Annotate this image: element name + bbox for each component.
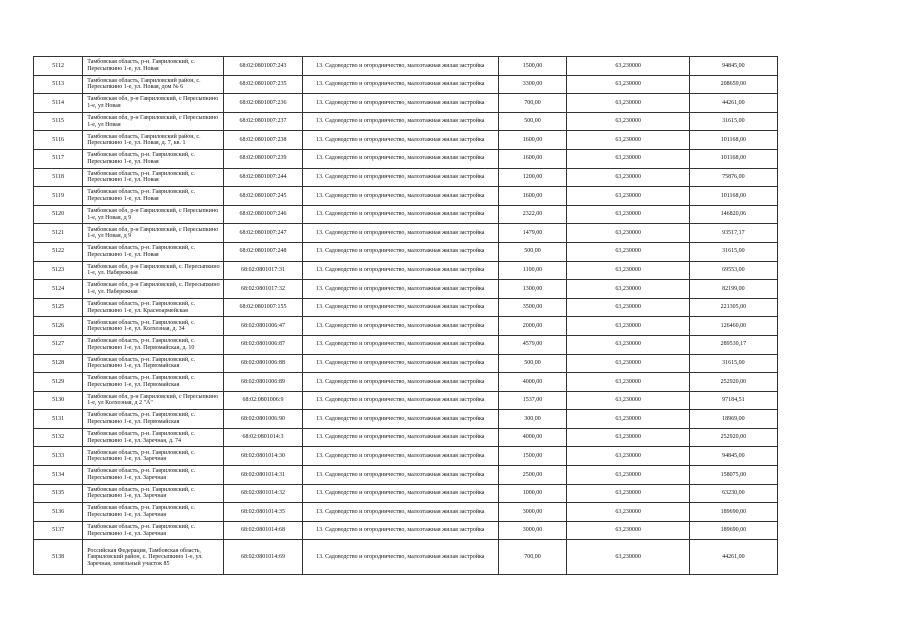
address-cell: Тамбовская область, р-н. Гавриловский, с. Пересыпкино 1-е, ул. Колхозная, д. 34: [83, 317, 224, 336]
address-cell: Тамбовская обл, р-н Гавриловский, с Пересыпкино 1-е, ул Новая: [83, 112, 224, 131]
area-cell: 1100,00: [498, 261, 567, 280]
area-cell: 700,00: [498, 540, 567, 575]
cadastral-value-table: [33, 56, 778, 575]
row-number-cell: 5118: [34, 168, 83, 187]
cadastral-number-cell: 68:02:0801014:35: [223, 503, 302, 522]
cadastral-value-cell: 63230,00: [689, 484, 777, 503]
row-number-cell: 5136: [34, 503, 83, 522]
area-cell: 3000,00: [498, 521, 567, 540]
land-use-cell: 13. Садоводство и огородничество, малоэтажная жилая застройка: [302, 131, 498, 150]
specific-value-cell: 63,230000: [567, 335, 689, 354]
table-row: [34, 242, 778, 261]
land-use-cell: 13. Садоводство и огородничество, малоэтажная жилая застройка: [302, 168, 498, 187]
land-use-cell: 13. Садоводство и огородничество, малоэтажная жилая застройка: [302, 112, 498, 131]
cadastral-number-cell: 68:02:0801014:3: [223, 428, 302, 447]
land-use-cell: 13. Садоводство и огородничество, малоэтажная жилая застройка: [302, 521, 498, 540]
area-cell: 1300,00: [498, 280, 567, 299]
cadastral-number-cell: 68:02:0801007:236: [223, 94, 302, 113]
area-cell: 1200,00: [498, 168, 567, 187]
cadastral-value-cell: 252920,00: [689, 428, 777, 447]
specific-value-cell: 63,230000: [567, 187, 689, 206]
row-number-cell: 5122: [34, 242, 83, 261]
land-use-cell: 13. Садоводство и огородничество, малоэтажная жилая застройка: [302, 261, 498, 280]
land-use-cell: 13. Садоводство и огородничество, малоэтажная жилая застройка: [302, 373, 498, 392]
cadastral-number-cell: 68:02:0801007:244: [223, 168, 302, 187]
area-cell: 1479,00: [498, 224, 567, 243]
specific-value-cell: 63,230000: [567, 112, 689, 131]
table-row: [34, 447, 778, 466]
cadastral-value-cell: 221305,00: [689, 298, 777, 317]
area-cell: 500,00: [498, 112, 567, 131]
land-use-cell: 13. Садоводство и огородничество, малоэтажная жилая застройка: [302, 391, 498, 410]
table-row: [34, 75, 778, 94]
address-cell: Тамбовская область, р-н. Гавриловский, с. Пересыпкино 1-е, ул. Новая: [83, 57, 224, 76]
cadastral-value-cell: 93517,17: [689, 224, 777, 243]
address-cell: Тамбовская область, р-н. Гавриловский, с. Пересыпкино 1-е, ул. Заречная: [83, 484, 224, 503]
specific-value-cell: 63,230000: [567, 503, 689, 522]
table-row: [34, 466, 778, 485]
specific-value-cell: 63,230000: [567, 280, 689, 299]
row-number-cell: 5128: [34, 354, 83, 373]
cadastral-number-cell: 68:02:0801006:87: [223, 335, 302, 354]
row-number-cell: 5127: [34, 335, 83, 354]
table-row: [34, 410, 778, 429]
land-use-cell: 13. Садоводство и огородничество, малоэтажная жилая застройка: [302, 335, 498, 354]
row-number-cell: 5112: [34, 57, 83, 76]
area-cell: 700,00: [498, 94, 567, 113]
cadastral-number-cell: 68:02:0801017:32: [223, 280, 302, 299]
address-cell: Тамбовская область, Гавриловский район, с. Пересыпкино 1-е, ул. Новая, д. 7, кв. 1: [83, 131, 224, 150]
specific-value-cell: 63,230000: [567, 149, 689, 168]
cadastral-value-cell: 97184,51: [689, 391, 777, 410]
cadastral-number-cell: 68:02:0801007:239: [223, 149, 302, 168]
row-number-cell: 5117: [34, 149, 83, 168]
specific-value-cell: 63,230000: [567, 94, 689, 113]
specific-value-cell: 63,230000: [567, 447, 689, 466]
cadastral-number-cell: 68:02:0801006:47: [223, 317, 302, 336]
land-use-cell: 13. Садоводство и огородничество, малоэтажная жилая застройка: [302, 428, 498, 447]
row-number-cell: 5123: [34, 261, 83, 280]
area-cell: 4000,00: [498, 373, 567, 392]
area-cell: 4579,00: [498, 335, 567, 354]
cadastral-value-cell: 158075,00: [689, 466, 777, 485]
address-cell: Тамбовская область, р-н. Гавриловский, с. Пересыпкино 1-е, ул. Первомайская: [83, 373, 224, 392]
row-number-cell: 5120: [34, 205, 83, 224]
row-number-cell: 5132: [34, 428, 83, 447]
row-number-cell: 5137: [34, 521, 83, 540]
cadastral-value-cell: 44261,00: [689, 94, 777, 113]
cadastral-value-cell: 101168,00: [689, 149, 777, 168]
address-cell: Тамбовская область, р-н. Гавриловский, с. Пересыпкино 1-е, ул. Заречная: [83, 447, 224, 466]
address-cell: Тамбовская обл, р-н Гавриловский, с Пересыпкино 1-е, ул Новая, д 9: [83, 205, 224, 224]
specific-value-cell: 63,230000: [567, 224, 689, 243]
table-row: [34, 391, 778, 410]
area-cell: 1537,00: [498, 391, 567, 410]
address-cell: Тамбовская область, р-н. Гавриловский, с. Пересыпкино 1-е, ул. Заречная: [83, 503, 224, 522]
address-cell: Тамбовская обл, р-н Гавриловский, с Пересыпкино 1-е, ул Новая, д 9: [83, 224, 224, 243]
address-cell: Тамбовская область, р-н. Гавриловский, с. Пересыпкино 1-е, ул. Заречная, д. 74: [83, 428, 224, 447]
cadastral-number-cell: 68:02:0801006:9: [223, 391, 302, 410]
land-use-cell: 13. Садоводство и огородничество, малоэтажная жилая застройка: [302, 75, 498, 94]
table-body: [34, 57, 778, 575]
specific-value-cell: 63,230000: [567, 205, 689, 224]
cadastral-number-cell: 68:02:0801017:31: [223, 261, 302, 280]
address-cell: Тамбовская область, р-н. Гавриловский, с. Пересыпкино 1-е, ул. Первомайская: [83, 410, 224, 429]
land-use-cell: 13. Садоводство и огородничество, малоэтажная жилая застройка: [302, 484, 498, 503]
cadastral-number-cell: 68:02:0801014:31: [223, 466, 302, 485]
area-cell: 4000,00: [498, 428, 567, 447]
land-use-cell: 13. Садоводство и огородничество, малоэтажная жилая застройка: [302, 410, 498, 429]
address-cell: Тамбовская область, р-н. Гавриловский, с. Пересыпкино 1-е, ул. Новая: [83, 149, 224, 168]
cadastral-value-cell: 82199,00: [689, 280, 777, 299]
table-row: [34, 503, 778, 522]
table-row: [34, 94, 778, 113]
table-row: [34, 261, 778, 280]
land-use-cell: 13. Садоводство и огородничество, малоэтажная жилая застройка: [302, 242, 498, 261]
cadastral-value-cell: 75876,00: [689, 168, 777, 187]
land-use-cell: 13. Садоводство и огородничество, малоэтажная жилая застройка: [302, 447, 498, 466]
cadastral-number-cell: 68:02:0801007:237: [223, 112, 302, 131]
row-number-cell: 5116: [34, 131, 83, 150]
area-cell: 1600,00: [498, 187, 567, 206]
specific-value-cell: 63,230000: [567, 354, 689, 373]
cadastral-value-cell: 189690,00: [689, 503, 777, 522]
table-row: [34, 57, 778, 76]
cadastral-value-cell: 44261,00: [689, 540, 777, 575]
area-cell: 2500,00: [498, 466, 567, 485]
specific-value-cell: 63,230000: [567, 57, 689, 76]
table-row: [34, 354, 778, 373]
address-cell: Тамбовская область, р-н. Гавриловский, с. Пересыпкино 1-е, ул. Новая: [83, 168, 224, 187]
row-number-cell: 5115: [34, 112, 83, 131]
specific-value-cell: 63,230000: [567, 242, 689, 261]
address-cell: Тамбовская область, р-н. Гавриловский, с. Пересыпкино 1-е, ул. Заречная: [83, 466, 224, 485]
cadastral-number-cell: 68:02:0801007:245: [223, 187, 302, 206]
cadastral-value-cell: 126460,00: [689, 317, 777, 336]
specific-value-cell: 63,230000: [567, 410, 689, 429]
address-cell: Тамбовская область, р-н. Гавриловский, с. Пересыпкино 1-е, ул. Красноармейская: [83, 298, 224, 317]
area-cell: 1000,00: [498, 484, 567, 503]
area-cell: 3000,00: [498, 503, 567, 522]
row-number-cell: 5119: [34, 187, 83, 206]
area-cell: 1600,00: [498, 131, 567, 150]
area-cell: 1500,00: [498, 57, 567, 76]
specific-value-cell: 63,230000: [567, 428, 689, 447]
area-cell: 500,00: [498, 242, 567, 261]
specific-value-cell: 63,230000: [567, 466, 689, 485]
table-row: [34, 521, 778, 540]
cadastral-number-cell: 68:02:0801006:89: [223, 373, 302, 392]
cadastral-number-cell: 68:02:0801006:88: [223, 354, 302, 373]
table-row: [34, 298, 778, 317]
address-cell: Тамбовская обл, р-н Гавриловский, с Пересыпкино 1-е, ул Колхозная, д 2 "А": [83, 391, 224, 410]
area-cell: 500,00: [498, 354, 567, 373]
cadastral-number-cell: 68:02:0801014:32: [223, 484, 302, 503]
land-use-cell: 13. Садоводство и огородничество, малоэтажная жилая застройка: [302, 280, 498, 299]
cadastral-value-cell: 31615,00: [689, 354, 777, 373]
land-use-cell: 13. Садоводство и огородничество, малоэтажная жилая застройка: [302, 224, 498, 243]
cadastral-value-cell: 146820,06: [689, 205, 777, 224]
row-number-cell: 5130: [34, 391, 83, 410]
land-use-cell: 13. Садоводство и огородничество, малоэтажная жилая застройка: [302, 187, 498, 206]
specific-value-cell: 63,230000: [567, 391, 689, 410]
address-cell: Тамбовская область, Гавриловский район, с. Пересыпкино 1-е, ул. Новая, дом № 6: [83, 75, 224, 94]
cadastral-number-cell: 68:02:0801007:235: [223, 75, 302, 94]
row-number-cell: 5113: [34, 75, 83, 94]
cadastral-value-cell: 94845,00: [689, 447, 777, 466]
specific-value-cell: 63,230000: [567, 168, 689, 187]
address-cell: Тамбовская область, р-н. Гавриловский, с. Пересыпкино 1-е, ул. Новая: [83, 242, 224, 261]
land-use-cell: 13. Садоводство и огородничество, малоэтажная жилая застройка: [302, 205, 498, 224]
row-number-cell: 5138: [34, 540, 83, 575]
specific-value-cell: 63,230000: [567, 298, 689, 317]
table-row: [34, 205, 778, 224]
cadastral-number-cell: 68:02:0801007:243: [223, 57, 302, 76]
table-row: [34, 428, 778, 447]
cadastral-number-cell: 68:02:0801014:68: [223, 521, 302, 540]
land-use-cell: 13. Садоводство и огородничество, малоэтажная жилая застройка: [302, 298, 498, 317]
row-number-cell: 5125: [34, 298, 83, 317]
row-number-cell: 5135: [34, 484, 83, 503]
cadastral-number-cell: 68:02:0801014:30: [223, 447, 302, 466]
address-cell: Тамбовская область, р-н. Гавриловский, с. Пересыпкино 1-е, ул. Первомайская, д. 10: [83, 335, 224, 354]
cadastral-number-cell: 68:02:0801007:247: [223, 224, 302, 243]
cadastral-number-cell: 68:02:0801007:246: [223, 205, 302, 224]
area-cell: 1500,00: [498, 447, 567, 466]
table-row: [34, 131, 778, 150]
address-cell: Тамбовская область, р-н. Гавриловский, с. Пересыпкино 1-е, ул. Заречная: [83, 521, 224, 540]
area-cell: 3500,00: [498, 298, 567, 317]
row-number-cell: 5124: [34, 280, 83, 299]
land-use-cell: 13. Садоводство и огородничество, малоэтажная жилая застройка: [302, 503, 498, 522]
cadastral-number-cell: 68:02:0801007:155: [223, 298, 302, 317]
address-cell: Тамбовская обл, р-н Гавриловский, с. Пересыпкино 1-е, ул. Набережная: [83, 261, 224, 280]
table-row: [34, 168, 778, 187]
land-use-cell: 13. Садоводство и огородничество, малоэтажная жилая застройка: [302, 57, 498, 76]
cadastral-value-cell: 289530,17: [689, 335, 777, 354]
area-cell: 3300,00: [498, 75, 567, 94]
specific-value-cell: 63,230000: [567, 540, 689, 575]
land-use-cell: 13. Садоводство и огородничество, малоэтажная жилая застройка: [302, 149, 498, 168]
cadastral-number-cell: 68:02:0801007:238: [223, 131, 302, 150]
table-row: [34, 149, 778, 168]
table-row: [34, 317, 778, 336]
land-use-cell: 13. Садоводство и огородничество, малоэтажная жилая застройка: [302, 354, 498, 373]
cadastral-value-cell: 101168,00: [689, 187, 777, 206]
address-cell: Тамбовская обл, р-н Гавриловский, с Пересыпкино 1-е, ул Новая: [83, 94, 224, 113]
table-row: [34, 335, 778, 354]
area-cell: 1600,00: [498, 149, 567, 168]
table-row: [34, 373, 778, 392]
cadastral-value-cell: 101168,00: [689, 131, 777, 150]
area-cell: 2322,00: [498, 205, 567, 224]
table-row: [34, 187, 778, 206]
row-number-cell: 5133: [34, 447, 83, 466]
table-row: [34, 540, 778, 575]
cadastral-value-cell: 31615,00: [689, 112, 777, 131]
cadastral-value-cell: 18969,00: [689, 410, 777, 429]
cadastral-value-cell: 31615,00: [689, 242, 777, 261]
table-row: [34, 484, 778, 503]
table-row: [34, 112, 778, 131]
table-row: [34, 280, 778, 299]
cadastral-number-cell: 68:02:0801006:90: [223, 410, 302, 429]
land-use-cell: 13. Садоводство и огородничество, малоэтажная жилая застройка: [302, 540, 498, 575]
specific-value-cell: 63,230000: [567, 484, 689, 503]
row-number-cell: 5131: [34, 410, 83, 429]
area-cell: 300,00: [498, 410, 567, 429]
specific-value-cell: 63,230000: [567, 75, 689, 94]
specific-value-cell: 63,230000: [567, 521, 689, 540]
cadastral-number-cell: 68:02:0801007:248: [223, 242, 302, 261]
cadastral-value-cell: 189690,00: [689, 521, 777, 540]
address-cell: Российская Федерация, Тамбовская область, Гавриловский район, с. Пересыпкино 1-е, ул. Заречная, земельный участок 85: [83, 540, 224, 575]
land-use-cell: 13. Садоводство и огородничество, малоэтажная жилая застройка: [302, 94, 498, 113]
row-number-cell: 5134: [34, 466, 83, 485]
specific-value-cell: 63,230000: [567, 131, 689, 150]
cadastral-value-cell: 252920,00: [689, 373, 777, 392]
address-cell: Тамбовская обл, р-н Гавриловский, с. Пересыпкино 1-е, ул. Набережная: [83, 280, 224, 299]
cadastral-value-cell: 94845,00: [689, 57, 777, 76]
specific-value-cell: 63,230000: [567, 261, 689, 280]
row-number-cell: 5129: [34, 373, 83, 392]
cadastral-number-cell: 68:02:0801014:69: [223, 540, 302, 575]
row-number-cell: 5126: [34, 317, 83, 336]
land-use-cell: 13. Садоводство и огородничество, малоэтажная жилая застройка: [302, 466, 498, 485]
cadastral-value-cell: 208659,00: [689, 75, 777, 94]
land-use-cell: 13. Садоводство и огородничество, малоэтажная жилая застройка: [302, 317, 498, 336]
cadastral-value-cell: 69553,00: [689, 261, 777, 280]
address-cell: Тамбовская область, р-н. Гавриловский, с. Пересыпкино 1-е, ул. Первомайская: [83, 354, 224, 373]
specific-value-cell: 63,230000: [567, 317, 689, 336]
table-row: [34, 224, 778, 243]
address-cell: Тамбовская область, р-н. Гавриловский, с. Пересыпкино 1-е, ул. Новая: [83, 187, 224, 206]
row-number-cell: 5114: [34, 94, 83, 113]
row-number-cell: 5121: [34, 224, 83, 243]
specific-value-cell: 63,230000: [567, 373, 689, 392]
area-cell: 2000,00: [498, 317, 567, 336]
